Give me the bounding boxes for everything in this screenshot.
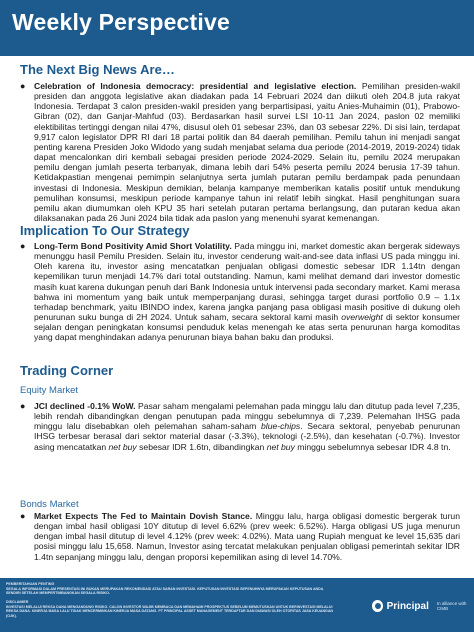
footer-disclaimer-body: INVESTASI MELALUI REKSA DANA MENGANDUNG RISIKO. CALON INVESTOR WAJIB MEMBACA DAN MEMAHAMI PROSPEKTUS SEBELUM MEMUTUSKAN UNTUK BERINVESTASI MELALUI REKSA DANA. KINERJA MASA LALU TIDAK MENCERMINKAN KINERJA MASA DATANG. PT PRINCIPAL ASSET MANAGEMENT TERDAFTAR DAN DIAWASI OLEH OTORITAS JASA KEUANGAN (OJK).	[6, 605, 334, 618]
implication-bullet	[20, 241, 460, 343]
subsection-title-bonds: Bonds Market	[20, 499, 79, 510]
subsection-title-equity: Equity Market	[20, 385, 79, 396]
news-bullet-body: Pemilihan presiden-wakil presiden dan anggota legislative akan diadakan pada 14 Februari 2024 dan diikuti oleh 204.8 juta rakyat Indonesia. Terdapat 3 calon presiden-wakil presiden yang berpartisipasi, yaitu Anies-Muhaimin (01), Prabowo-Gibran (02), dan Ganjar-Mahfud (03). Berdasarkan hasil survei LSI 10-11 Jan 2024, paslon 02 memiliki elektibilitas tertinggi dengan nilai 47%, disusul oleh 01 sebesar 23%, dan 03 sebesar 22%. Di sisi lain, terdapat 9,917 calon legislator DPR RI dari 18 partai politik dan 84 daerah pemilihan. Pemilu tahun ini menjadi sangat penting karena Presiden Joko Widodo yang sudah menjabat selama dua periode (2014-2019, 2019-2024) tidak dapat mencalonkan diri kembali sebagai presiden periode 2024-2029. Selain itu, pemilu 2024 merupakan pemilu dengan jumlah peserta terbanyak, dimana lebih dari 54% peserta pemilu 2024 berusia 17-39 tahun. Ketidakpastian mengenai pemimpin selanjutnya serta jumlah putaran pemilu berdampak pada penundaan investasi di Indonesia. Meskipun demikian, belanja kampanye memberikan katalis positif untuk mendukung pemulihan konsumsi, meskipun periode kampanye tahun ini relatif lebih singkat. Hasil penghitungan suara pemilu akan diumumkan oleh KPU 35 hari setelah putaran pertama berlangsung, dan putaran kedua akan dilaksanakan pada 26 Juni 2024 bila tidak ada paslon yang menenuhi syarat kemenangan.	[34, 81, 460, 224]
bullet-icon: ●	[20, 241, 26, 251]
equity-bullet	[20, 401, 460, 452]
equity-bullet-text	[20, 401, 460, 452]
footer-note-title: PEMBERITAHUAN PENTING	[6, 582, 55, 586]
section-title-next-big-news: The Next Big News Are…	[20, 62, 175, 77]
implication-bullet-body-2: di sektor konsumer sejalan dengan peningkatan konsumsi penduduk kelas menengah ke atas serta penurunan harga komoditas yang dapat menghindakan adanya penurunan biaya bahan baku dan produksi.	[34, 312, 460, 343]
page-header	[0, 0, 474, 56]
bullet-icon: ●	[20, 81, 26, 91]
equity-bullet-body-1: Pasar saham mengalami pelemahan pada minggu lalu dan ditutup pada level 7,235, lebih rendah dibandingkan dengan penutupan pada minggu sebelumnya di 7,239. Pelemahan IHSG pada minggu lalu disebabkan oleh pelemahan saham-saham	[34, 401, 460, 432]
equity-bullet-italic-1: blue-chips	[261, 421, 301, 432]
principal-logo	[372, 600, 474, 612]
footer-note-body: SEGALA INFORMASI DALAM PRESENTASI INI BUKAN MERUPAKAN REKOMENDASI ATAU SARAN INVESTASI. KEPUTUSAN INVESTASI SEPENUHNYA MERUPAKAN KEPUTUSAN ANDA SENDIRI SETELAH MEMPERTIMBANGKAN SEGALA RISIKO.	[6, 587, 324, 596]
news-bullet	[20, 81, 460, 223]
bullet-icon: ●	[20, 511, 26, 521]
bonds-bullet	[20, 511, 460, 562]
page-title: Weekly Perspective	[12, 9, 230, 35]
section-title-implication: Implication To Our Strategy	[20, 223, 190, 238]
bullet-icon: ●	[20, 401, 26, 411]
equity-bullet-body-3: sebesar IDR 1.6tn, dibandingkan	[136, 441, 267, 452]
equity-bullet-lead: JCI declined -0.1% WoW.	[34, 401, 136, 411]
principal-brand-name: Principal	[386, 600, 429, 612]
equity-bullet-body-4: minggu sebelumnya sebesar IDR 4.8 tn.	[294, 441, 451, 452]
principal-logo-icon	[372, 600, 383, 612]
implication-bullet-text	[20, 241, 460, 343]
implication-bullet-italic: overweight	[341, 312, 383, 323]
cimb-alliance-label: In alliance with CIMB	[436, 601, 467, 611]
implication-bullet-lead: Long-Term Bond Positivity Amid Short Volatility.	[34, 241, 232, 251]
equity-bullet-italic-3: net buy	[266, 441, 295, 452]
bonds-bullet-lead: Market Expects The Fed to Maintain Dovish Stance.	[34, 511, 253, 521]
bonds-bullet-text	[20, 511, 460, 562]
news-bullet-lead: Celebration of Indonesia democracy: presidential and legislative election.	[34, 81, 357, 91]
section-title-trading-corner: Trading Corner	[20, 363, 114, 378]
equity-bullet-body-2: . Secara sektoral, penyebab penurunan IHSG terbesar berasal dari sektor material dasar (-3.3%), teknologi (-2.5%), dan kesehatan (-0.7%). Investor asing mencatatkan	[34, 421, 460, 452]
news-bullet-text	[20, 81, 460, 223]
implication-bullet-body-1: Pada minggu ini, market domestic akan bergerak sideways menunggu hasil Pemilu Presiden. Selain itu, investor cenderung wait-and-see data inflasi US pada minggu ini. Oleh karena itu, investor asing mencatatkan penjualan obligasi domestic sebesar IDR 1.14tn dengan kepemilikan turun menjadi 14.7% dari total outstanding. Namun, kami melihat demand dari investor domestic masih kuat karena dukungan penuh dari Bank Indonesia untuk intervensi pada secondary market. Kami merasa bahwa ini momentum yang baik untuk memperpanjang durasi, sehingga target durasi portfolio 0.9 – 1.1x terhadap benchmark, yaitu IBINDO index, karena jangka panjang pasa obligasi masih positive di dukung oleh penurunan suku bunga di 2H 2024. Untuk saham, secara sektoral kami masih	[34, 241, 460, 323]
footer-disclaimer-title: DISCLAIMER	[6, 600, 29, 604]
page-footer	[0, 578, 474, 632]
bonds-bullet-body: Minggu lalu, harga obligasi domestic bergerak turun dengan imbal hasil obligasi 10Y ditutup di level 6.62% (prev week: 6.52%). Harga obligasi US juga menurun dengan imbal hasil ditutup di level 4.12% (prev week: 4.02%). Mata uang Rupiah menguat ke level 15,635 dari posisi minggu lalu 15,658. Namun, Investor asing tercatat melakukan penjualan obligasi pemerintah sekitar IDR 1.4tn sepanjang minggu lalu, dengan proporsi kepemilikan asing di level 14.70%.	[34, 511, 460, 562]
equity-bullet-italic-2: net buy	[108, 441, 137, 452]
